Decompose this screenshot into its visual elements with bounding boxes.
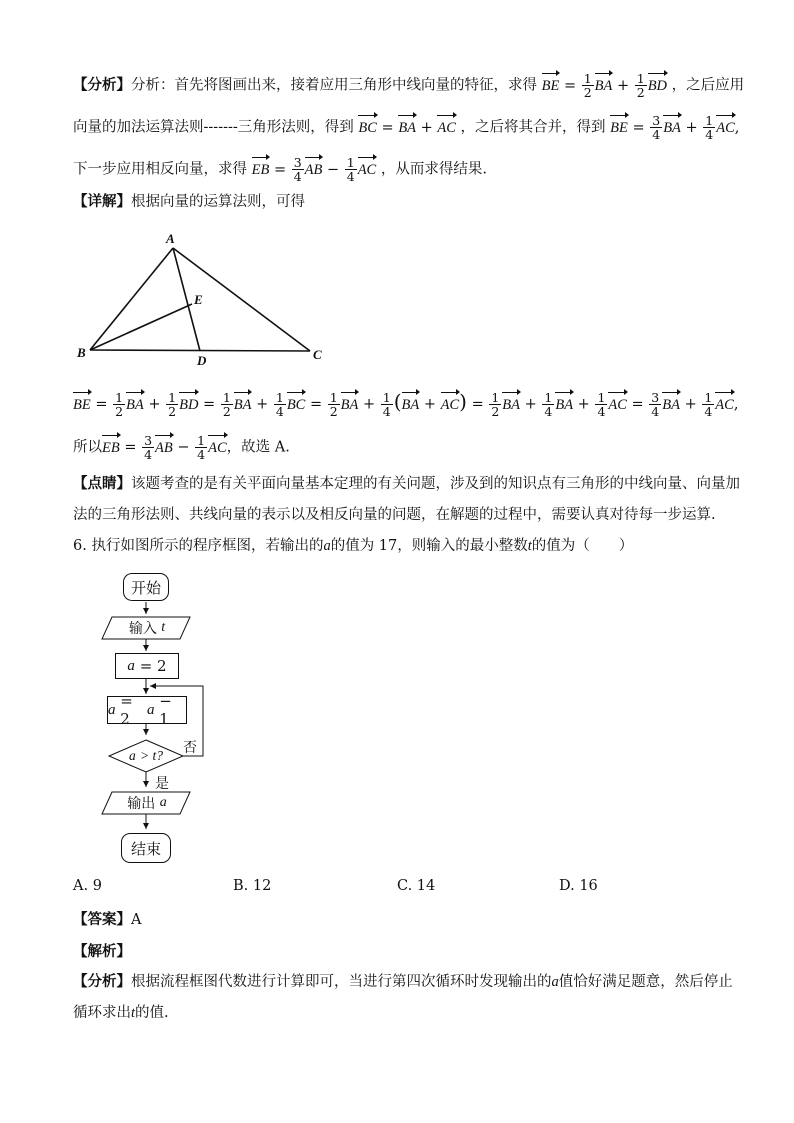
solution-tag: 【解析】 [73, 943, 131, 960]
analysis2-tag: 【分析】 [73, 973, 131, 990]
answer-line [73, 910, 141, 930]
question-6: 6. 执行如图所示的程序框图，若输出的a的值为 17，则输入的最小整数t的值为（ ） [73, 538, 634, 554]
detail-line: 【详解】根据向量的运算法则，可得 [73, 193, 305, 210]
analysis-tag: 【分析】 [73, 76, 131, 94]
choice-b: B. 12 [233, 878, 272, 894]
analysis-line-1: 【分析】分析：首先将图画出来，接着应用三角形中线向量的特征，求得 BE = $\frac{1}{2}$ BA + $\frac{1}{2}$ BD ，之后应用 [73, 71, 745, 100]
flow-no-label: 否 [183, 740, 197, 756]
flow-yes-label: 是 [155, 776, 169, 792]
flow-output-label: 输出 a [127, 795, 167, 812]
conclusion-line: 所以EB = $\frac{3}{4}$ AB − $\frac{1}{4}$ AC，故选 A. [73, 433, 290, 462]
formula-be-2: BE = $\frac{3}{4}$ BA + $\frac{1}{4}$ AC, [610, 113, 740, 142]
answer-value: A [131, 912, 142, 928]
comment-line-2: 法的三角形法则、共线向量的表示以及相反向量的问题，在解题的过程中，需要认真对待每一步运算. [73, 507, 716, 523]
analysis2-line-2: 循环求出t的值. [73, 1005, 169, 1021]
solution-line [73, 942, 131, 962]
label-c: C [313, 347, 322, 362]
formula-bc: BC = BA + AC [358, 119, 456, 136]
label-d: D [197, 353, 207, 368]
comment-line-1: 【点睛】该题考查的是有关平面向量基本定理的有关问题，涉及到的知识点有三角形的中线向量、向量加 [73, 475, 740, 492]
analysis-text: 分析：首先将图画出来，接着应用三角形中线向量的特征，求得 [131, 77, 537, 94]
detail-tag: 【详解】 [73, 193, 131, 210]
analysis-line-2: 向量的加法运算法则-------三角形法则，得到 BC = BA + AC ，之后将其合并，得到 BE = $\frac{3}{4}$ BA + $\frac{1}{4}$ AC, [73, 113, 740, 142]
answer-tag: 【答案】 [73, 911, 131, 928]
side-ab [90, 248, 173, 350]
formula-be: BE = $\frac{1}{2}$ BA + $\frac{1}{2}$ BD [541, 71, 668, 100]
flow-start: 开始 [123, 573, 169, 601]
analysis-line-3: 下一步应用相反向量，求得 EB = $\frac{3}{4}$ AB − $\frac{1}{4}$ AC ，从而求得结果. [73, 155, 487, 184]
choice-a: A. 9 [73, 878, 102, 894]
label-a: A [166, 231, 175, 246]
flow-init: a = 2 [115, 653, 179, 679]
formula-eb: EB = $\frac{3}{4}$ AB − $\frac{1}{4}$ AC [251, 155, 377, 184]
comment-tag: 【点睛】 [73, 475, 131, 492]
flow-end: 结束 [121, 833, 171, 863]
label-e: E [194, 292, 203, 307]
label-b: B [77, 345, 86, 360]
triangle-figure [70, 228, 340, 373]
flow-input-label: 输入 t [128, 620, 166, 637]
flow-condition: a > t? [128, 748, 164, 763]
choice-d: D. 16 [559, 878, 598, 894]
choice-c: C. 14 [397, 878, 436, 894]
segment-be [90, 304, 192, 350]
flow-update: a = 2 a − 1 [107, 696, 187, 724]
analysis2-line-1: 【分析】根据流程框图代数进行计算即可，当进行第四次循环时发现输出的a值恰好满足题意，然后停止 [73, 973, 733, 990]
derivation-line: BE = $\frac{1}{2}$ BA + $\frac{1}{2}$ BD = $\frac{1}{2}$ BA + $\frac{1}{4}$ BC = $\frac{1}{2}$ BA + $\frac{1}{4}$ (BA + AC) = $\frac{1}{2}$ BA + $\frac{1}{4}$ BA + $\frac{1}{4}$ AC = $\frac{3}{4}$ BA + $\frac{1}{4}$ AC, [73, 389, 739, 419]
